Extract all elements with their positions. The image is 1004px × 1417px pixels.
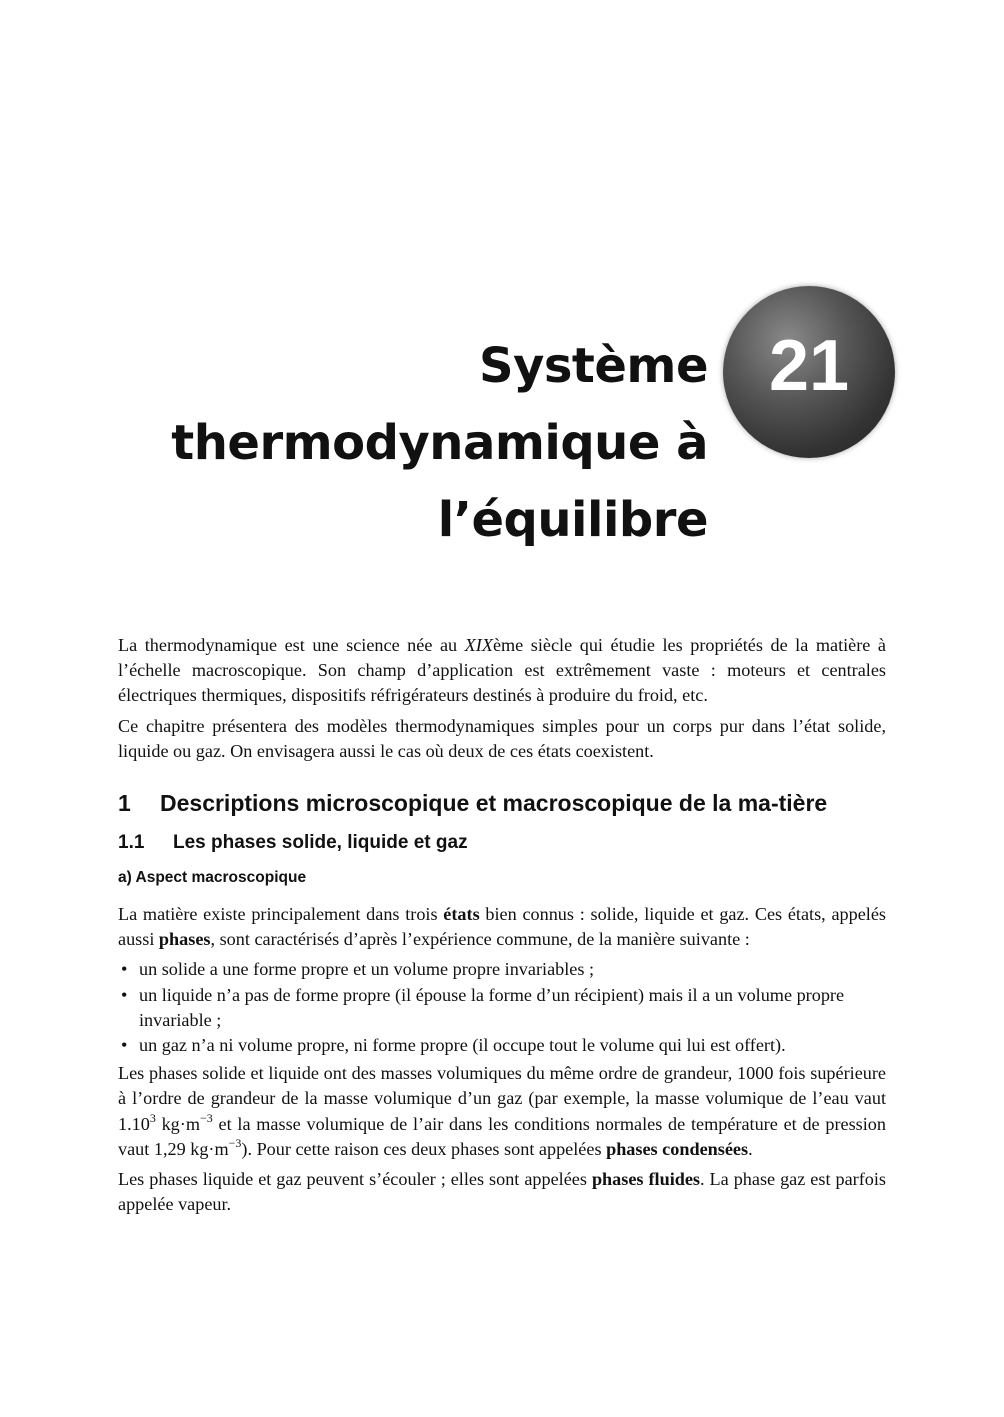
- chapter-number: 21: [768, 326, 850, 406]
- term-phases: phases: [158, 929, 211, 950]
- page-content: [118, 633, 886, 1222]
- text-run: , sont caractérisés d’après l’expérience commune, de la manière suivante :: [210, 929, 750, 950]
- exponent: −3: [228, 1135, 242, 1150]
- text-run: Les phases solide et liquide ont des masses volumiques du même ordre de grandeur, 1000 fois supérieure à l’ordre de grandeur de la masse volumique d’un gaz (par exemple, la masse volumique de l’eau vaut 1.10: [118, 1063, 886, 1134]
- subsection-title: Les phases solide, liquide et gaz: [173, 832, 468, 854]
- list-item: • un gaz n’a ni volume propre, ni forme propre (il occupe tout le volume qui lui est offert).: [118, 1033, 886, 1058]
- subsection-heading: [118, 831, 886, 855]
- chapter-title-line: Système: [479, 338, 708, 394]
- subsubsection-heading: a) Aspect macroscopique: [118, 869, 307, 887]
- body-paragraph: [118, 902, 886, 952]
- century-numeral: XIX: [464, 635, 493, 655]
- term-phases-condensees: phases condensées: [606, 1138, 749, 1159]
- text-run: kg·m: [155, 1113, 200, 1134]
- chapter-title-line: thermodynamique à: [171, 415, 708, 471]
- text-run: Les phases liquide et gaz peuvent s’écouler ; elles sont appelées: [118, 1169, 592, 1190]
- text-run: ). Pour cette raison ces deux phases sont appelées: [241, 1138, 607, 1159]
- exponent: 3: [149, 1110, 156, 1125]
- text-run: ème siècle qui étudie les propriétés de la matière à l’échelle macroscopique. Son champ d’application est extrêmement vaste : moteurs et centrales électriques thermiques, dispositifs réfrigérateurs destinés à produire du froid, etc.: [118, 635, 886, 706]
- list-item: • un solide a une forme propre et un volume propre invariables ;: [118, 957, 886, 982]
- term-phases-fluides: phases fluides: [591, 1169, 701, 1190]
- chapter-title: [148, 328, 708, 559]
- body-paragraph: [118, 1167, 886, 1217]
- subsection-number: 1.1: [118, 832, 145, 854]
- text-run: . La phase gaz est parfois appelée vapeur.: [118, 1169, 886, 1215]
- text-run: La matière existe principalement dans trois: [118, 904, 444, 925]
- text-run: bien connus : solide, liquide et gaz. Ces états, appelés aussi: [118, 904, 886, 950]
- section-title: Descriptions microscopique et macroscopique de la ma-tière: [160, 790, 828, 817]
- term-etats: états: [443, 904, 480, 925]
- chapter-number-badge: [723, 286, 895, 458]
- exponent: −3: [199, 1110, 213, 1125]
- chapter-title-line: l’équilibre: [437, 492, 708, 548]
- text-run: et la masse volumique de l’air dans les conditions normales de température et de pression vaut 1,29 kg·m: [118, 1113, 886, 1159]
- list-item: • un liquide n’a pas de forme propre (il épouse la forme d’un récipient) mais il a un volume propre invariable ;: [118, 983, 886, 1033]
- text-run: .: [748, 1138, 753, 1159]
- text-run: La thermodynamique est une science née au: [118, 635, 465, 655]
- intro-paragraph: [118, 633, 886, 709]
- bullet-list: [118, 957, 886, 1058]
- body-paragraph: [118, 1061, 886, 1162]
- section-heading: [118, 790, 886, 817]
- intro-paragraph: Ce chapitre présentera des modèles thermodynamiques simples pour un corps pur dans l’état solide, liquide ou gaz. On envisagera aussi le cas où deux de ces états coexistent.: [118, 715, 886, 761]
- section-number: 1: [118, 790, 131, 817]
